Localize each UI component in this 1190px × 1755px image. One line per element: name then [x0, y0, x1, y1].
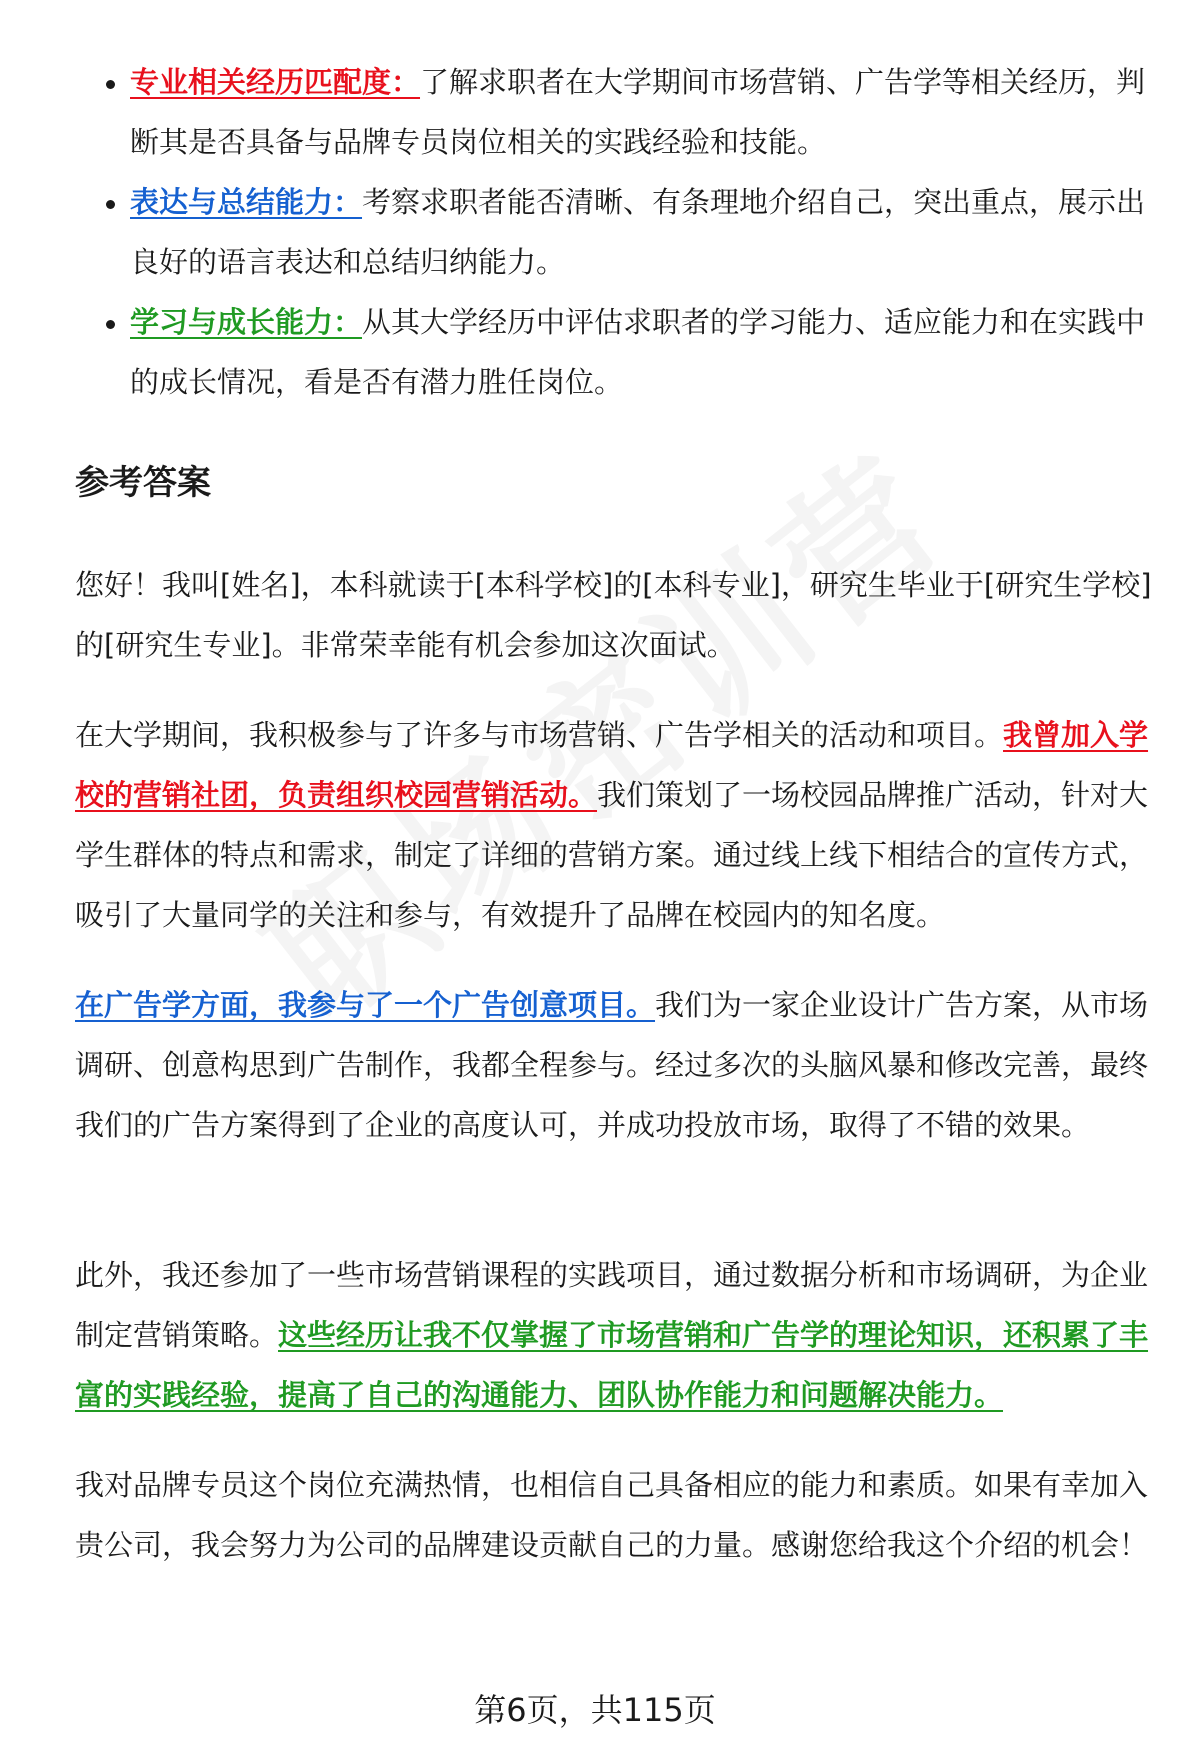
- answer-paragraph-advertising: [75, 975, 1165, 1155]
- criterion-title: 学习与成长能力：: [130, 305, 363, 339]
- criterion-title: 专业相关经历匹配度：: [130, 65, 421, 99]
- criterion-title: 表达与总结能力：: [130, 185, 363, 219]
- paragraph-text: 我们为一家企业设计广告方案，从市场调研、创意构思到广告制作，我都全程参与。经过多次的头脑风暴和修改完善，最终我们的广告方案得到了企业的高度认可，并成功投放市场，取得了不错的效果。: [75, 988, 1149, 1142]
- list-item: [75, 172, 1165, 292]
- list-item: [75, 52, 1165, 172]
- paragraph-text: 在大学期间，我积极参与了许多与市场营销、广告学相关的活动和项目。: [75, 718, 1004, 752]
- answer-paragraph-closing: 我对品牌专员这个岗位充满热情，也相信自己具备相应的能力和素质。如果有幸加入贵公司，我会努力为公司的品牌建设贡献自己的力量。感谢您给我这个介绍的机会！: [75, 1468, 1149, 1562]
- paragraph-text: 我们策划了一场校园品牌推广活动，针对大学生群体的特点和需求，制定了详细的营销方案。通过线上线下相结合的宣传方式，吸引了大量同学的关注和参与，有效提升了品牌在校园内的知名度。: [75, 778, 1149, 932]
- answer-paragraph-activities: [75, 705, 1165, 945]
- criteria-list: [75, 52, 1165, 412]
- criterion-text: 从其大学经历中评估求职者的学习能力、适应能力和在实践中的成长情况，看是否有潜力胜任岗位。: [130, 305, 1146, 399]
- highlight-text: 在广告学方面，我参与了一个广告创意项目。: [75, 988, 656, 1022]
- page-number: 第6页，共115页: [474, 1691, 716, 1729]
- answer-paragraph-intro: 您好！我叫[姓名]，本科就读于[本科学校]的[本科专业]，研究生毕业于[研究生学校]的[研究生专业]。非常荣幸能有机会参加这次面试。: [75, 568, 1152, 662]
- paragraph-text: 此外，我还参加了一些市场营销课程的实践项目，通过数据分析和市场调研，为企业制定营销策略。: [75, 1258, 1149, 1352]
- list-item: [75, 292, 1165, 412]
- highlight-text: 这些经历让我不仅掌握了市场营销和广告学的理论知识，还积累了丰富的实践经验，提高了自己的沟通能力、团队协作能力和问题解决能力。: [75, 1318, 1149, 1412]
- criterion-text: 了解求职者在大学期间市场营销、广告学等相关经历，判断其是否具备与品牌专员岗位相关的实践经验和技能。: [130, 65, 1146, 159]
- answer-paragraph-projects: [75, 1245, 1165, 1425]
- criterion-text: 考察求职者能否清晰、有条理地介绍自己，突出重点，展示出良好的语言表达和总结归纳能力。: [130, 185, 1146, 279]
- answer-heading: 参考答案: [75, 463, 211, 503]
- highlight-text: 我曾加入学校的营销社团，负责组织校园营销活动。: [75, 718, 1149, 812]
